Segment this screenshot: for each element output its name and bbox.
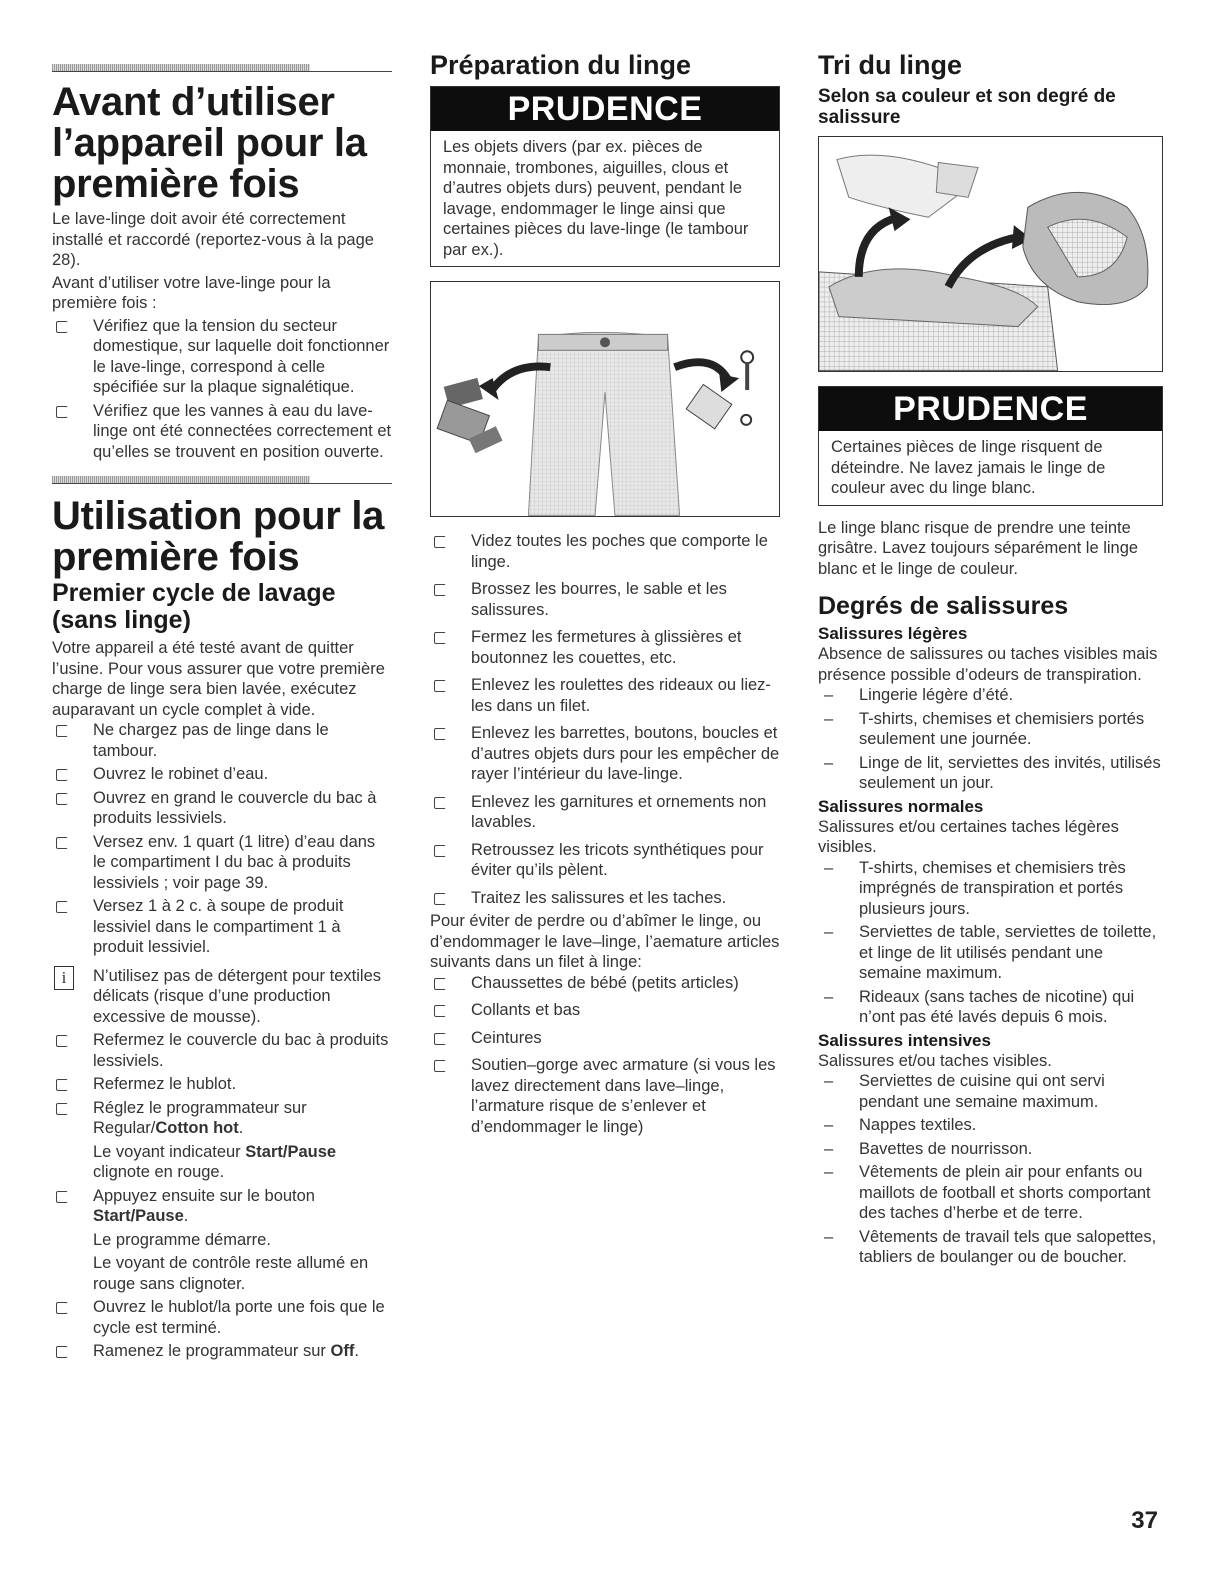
prudence-heading: PRUDENCE — [819, 387, 1162, 431]
section-title-preparation: Préparation du linge — [430, 50, 692, 80]
checkbox-icon — [56, 1079, 68, 1091]
dash-marker: – — [824, 686, 834, 704]
checkbox-icon — [56, 1103, 68, 1115]
checkbox-icon — [56, 1035, 68, 1047]
list-item: Traitez les salissures et les taches. — [430, 888, 780, 909]
figure-laundry-basket — [818, 136, 1163, 372]
dash-marker: – — [824, 1072, 834, 1090]
list-item: Appuyez ensuite sur le bouton Start/Pause. Le programme démarre. Le voyant de contrôle reste allumé en rouge sans clignoter. — [52, 1186, 392, 1295]
paragraph: Avant d’utiliser votre lave-linge pour la première fois : — [52, 273, 331, 312]
list-item: Soutien–gorge avec armature (si vous les lavez directement dans lave–linge, l’armature risque de s’enlever et d’endommager le linge) — [430, 1055, 780, 1137]
paragraph: Votre appareil a été testé avant de quitter l’usine. Pour vous assurer que votre première charge de linge sera bien lavée, exécutez auparavant un cycle complet à vide. — [52, 639, 385, 719]
list-item: Collants et bas — [430, 1000, 780, 1021]
dash-marker: – — [824, 1227, 834, 1246]
list-item: – Serviettes de cuisine qui ont servi pendant une semaine maximum. — [824, 1072, 1105, 1111]
checkbox-icon — [434, 978, 446, 990]
list-item: – Serviettes de table, serviettes de toilette, et linge de lit utilisés pendant une semaine maximum. — [824, 923, 1157, 982]
list-item: Ramenez le programmateur sur Off. — [52, 1341, 392, 1362]
list-item: Ne chargez pas de linge dans le tambour. — [52, 720, 392, 761]
paragraph: Salissures et/ou taches visibles. — [818, 1051, 1052, 1070]
checkbox-icon — [56, 837, 68, 849]
prudence-heading: PRUDENCE — [431, 87, 779, 131]
prudence-warning-box — [818, 386, 1163, 506]
prudence-text: Certaines pièces de linge risquent de déteindre. Ne lavez jamais le linge de couleur avec du linge blanc. — [831, 438, 1106, 497]
dash-marker: – — [824, 1116, 834, 1134]
list-item: – Rideaux (sans taches de nicotine) qui n’ont pas été lavés depuis 6 mois. — [824, 987, 1135, 1026]
checkbox-icon — [56, 901, 68, 913]
checkbox-icon — [56, 1302, 68, 1314]
dash-marker: – — [824, 858, 834, 877]
dash-list — [818, 685, 1163, 794]
list-item: Versez 1 à 2 c. à soupe de produit lessiviel dans le compartiment 1 à produit lessiviel. — [52, 896, 392, 958]
column-left — [52, 0, 392, 1365]
checkbox-icon — [56, 1191, 68, 1203]
checkbox-icon — [56, 406, 68, 418]
dash-marker: – — [824, 1163, 834, 1181]
list-item: Ouvrez en grand le couvercle du bac à produits lessiviels. — [52, 788, 392, 829]
list-item: – T-shirts, chemises et chemisiers portés seulement une journée. — [824, 709, 1145, 748]
list-item: Refermez le couvercle du bac à produits lessiviels. — [52, 1030, 392, 1071]
checkbox-icon — [434, 845, 446, 857]
list-item: – Lingerie légère d’été. — [824, 686, 1014, 704]
page-number: 37 — [1131, 1507, 1158, 1534]
list-item: Fermez les fermetures à glissières et boutonnez les couettes, etc. — [430, 627, 780, 668]
list-item: Enlevez les garnitures et ornements non lavables. — [430, 792, 780, 833]
checklist — [52, 316, 392, 463]
list-item: Videz toutes les poches que comporte le linge. — [430, 531, 780, 572]
checkbox-icon — [434, 893, 446, 905]
list-item: Vérifiez que la tension du secteur domestique, sur laquelle doit fonctionner le lave-linge, correspond à celle spécifiée sur la plaque signalétique. — [52, 316, 392, 398]
list-item: Ceintures — [430, 1028, 780, 1049]
dash-list — [818, 858, 1163, 1028]
info-note: i N’utilisez pas de détergent pour textiles délicats (risque d’une production excessive de mousse). — [52, 966, 392, 1028]
subsection-title: Selon sa couleur et son degré de salissure — [818, 86, 1116, 128]
list-item: Chaussettes de bébé (petits articles) — [430, 973, 780, 994]
list-item: Versez env. 1 quart (1 litre) d’eau dans le compartiment I du bac à produits lessiviels ; voir page 39. — [52, 832, 392, 894]
prudence-warning-box — [430, 86, 780, 267]
checkbox-icon — [434, 797, 446, 809]
category-title-normales: Salissures normales — [818, 796, 984, 816]
list-item: Refermez le hublot. — [52, 1074, 392, 1095]
dash-marker: – — [824, 709, 834, 728]
paragraph: Salissures et/ou certaines taches légères visibles. — [818, 817, 1119, 856]
list-item: Ouvrez le robinet d’eau. — [52, 764, 392, 785]
list-item: Retroussez les tricots synthétiques pour éviter qu’ils pèlent. — [430, 840, 780, 881]
dash-marker: – — [824, 753, 834, 772]
list-item: – Bavettes de nourrisson. — [824, 1139, 1033, 1158]
checkbox-icon — [56, 321, 68, 333]
checkbox-icon — [434, 680, 446, 692]
list-item: – Vêtements de travail tels que salopettes, tabliers de boulanger ou de boucher. — [824, 1227, 1157, 1266]
column-middle — [430, 0, 780, 1140]
section-title-avant: Avant d’utiliser l’appareil pour la première fois — [52, 80, 367, 206]
list-item: Brossez les bourres, le sable et les salissures. — [430, 579, 780, 620]
list-item: Ouvrez le hublot/la porte une fois que le cycle est terminé. — [52, 1297, 392, 1338]
category-title-intensives: Salissures intensives — [818, 1030, 991, 1050]
checkbox-icon — [56, 1346, 68, 1358]
list-item: Vérifiez que les vannes à eau du lave-linge ont été connectées correctement et qu’elles se trouvent en position ouverte. — [52, 401, 392, 463]
list-item: – T-shirts, chemises et chemisiers très imprégnés de transpiration et portés plusieurs jours. — [824, 858, 1126, 918]
paragraph: Pour éviter de perdre ou d’abîmer le linge, ou d’endommager le lave–linge, l’aemature articles suivants dans un filet à linge: — [430, 912, 780, 971]
list-item: Réglez le programmateur sur Regular/Cotton hot. Le voyant indicateur Start/Pause clignote en rouge. — [52, 1098, 392, 1183]
column-right — [818, 0, 1163, 1271]
checkbox-icon — [434, 728, 446, 740]
checkbox-icon — [434, 1060, 446, 1072]
pants-illustration — [431, 282, 779, 516]
checklist — [52, 720, 392, 1362]
paragraph: Absence de salissures ou taches visibles mais présence possible d’odeurs de transpiration. — [818, 645, 1158, 684]
list-item: – Vêtements de plein air pour enfants ou maillots de football et shorts comportant des taches d’herbe et de terre. — [824, 1163, 1151, 1222]
list-item: – Nappes textiles. — [824, 1116, 977, 1134]
dash-marker: – — [824, 1139, 834, 1158]
laundry-basket-illustration — [819, 137, 1162, 371]
section-title-degres: Degrés de salissures — [818, 592, 1069, 620]
category-title-legeres: Salissures légères — [818, 624, 968, 643]
checkbox-icon — [56, 769, 68, 781]
figure-pants-pockets — [430, 281, 780, 517]
list-item: Enlevez les barrettes, boutons, boucles et d’autres objets durs pour les empêcher de rayer l’intérieur du lave-linge. — [430, 723, 780, 785]
dash-marker: – — [824, 987, 834, 1006]
info-icon: i — [54, 966, 74, 990]
list-item: Enlevez les roulettes des rideaux ou liez-les dans un filet. — [430, 675, 780, 716]
checklist — [430, 531, 780, 908]
section-title-utilisation: Utilisation pour la première fois — [52, 494, 385, 579]
prudence-text: Les objets divers (par ex. pièces de monnaie, trombones, aiguilles, clous et d’autres objets durs) peuvent, pendant le lavage, endommager le linge ainsi que certaines pièces du lave-linge (le tambour par ex.). — [443, 138, 749, 259]
checklist — [430, 973, 780, 1138]
checkbox-icon — [56, 725, 68, 737]
paragraph: Le lave-linge doit avoir été correctement installé et raccordé (reportez-vous à la page 28). — [52, 210, 374, 269]
subsection-title: Premier cycle de lavage (sans linge) — [52, 579, 336, 634]
section-title-tri: Tri du linge — [818, 50, 963, 80]
checkbox-icon — [434, 1005, 446, 1017]
checkbox-icon — [434, 632, 446, 644]
section-rule — [52, 472, 392, 486]
section-rule — [52, 60, 392, 74]
list-item: – Linge de lit, serviettes des invités, utilisés seulement un jour. — [824, 753, 1161, 792]
dash-list — [818, 1071, 1163, 1268]
checkbox-icon — [56, 793, 68, 805]
checkbox-icon — [434, 584, 446, 596]
paragraph: Le linge blanc risque de prendre une teinte grisâtre. Lavez toujours séparément le linge blanc et le linge de couleur. — [818, 518, 1139, 578]
checkbox-icon — [434, 536, 446, 548]
checkbox-icon — [434, 1033, 446, 1045]
dash-marker: – — [824, 923, 834, 941]
